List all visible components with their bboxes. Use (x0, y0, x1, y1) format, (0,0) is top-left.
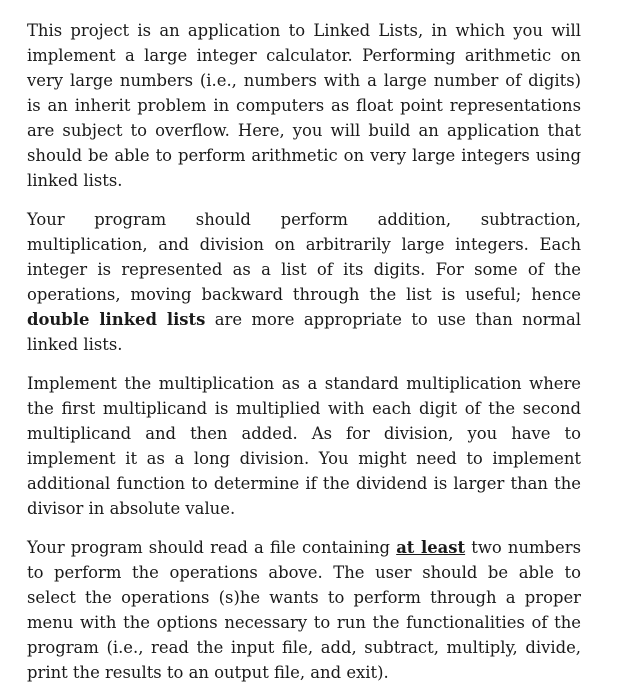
paragraph-input-menu-text-end: two numbers to perform the operations above. The user should be able to select the operations (s)he wants to perform through a proper menu with the options necessary to run the functionalities of the program (i.e., read the input file, add, subtract, multiply, divide, print the results to an output file, and exit). (27, 538, 581, 682)
paragraph-multiplication-division-text: Implement the multiplication as a standard multiplication where the first multiplicand is multiplied with each digit of the second multiplicand and then added. As for division, you have to implement it as a long division. You might need to implement additional function to determine if the dividend is larger than the divisor in absolute value. (27, 374, 581, 518)
paragraph-multiplication-division (27, 371, 581, 521)
double-linked-lists-emphasis: double linked lists (27, 310, 206, 329)
paragraph-operations (27, 207, 581, 357)
at-least-emphasis: at least (396, 538, 466, 557)
paragraph-input-menu-text-start: Your program should read a file containing (27, 538, 397, 557)
paragraph-intro (27, 18, 581, 193)
paragraph-operations-text-end: are more appropriate to use than normal linked lists. (27, 310, 581, 354)
document-body (27, 18, 581, 685)
paragraph-operations-text-start: Your program should perform addition, subtraction, multiplication, and division on arbitrarily large integers. Each integer is represented as a list of its digits. For some of the operations, moving backward through the list is useful; hence (27, 210, 581, 304)
paragraph-input-menu (27, 535, 581, 685)
paragraph-intro-text: This project is an application to Linked Lists, in which you will implement a large integer calculator. Performing arithmetic on very large numbers (i.e., numbers with a large number of digits) is an inherit problem in computers as float point representations are subject to overflow. Here, you will build an application that should be able to perform arithmetic on very large integers using linked lists. (27, 21, 581, 190)
